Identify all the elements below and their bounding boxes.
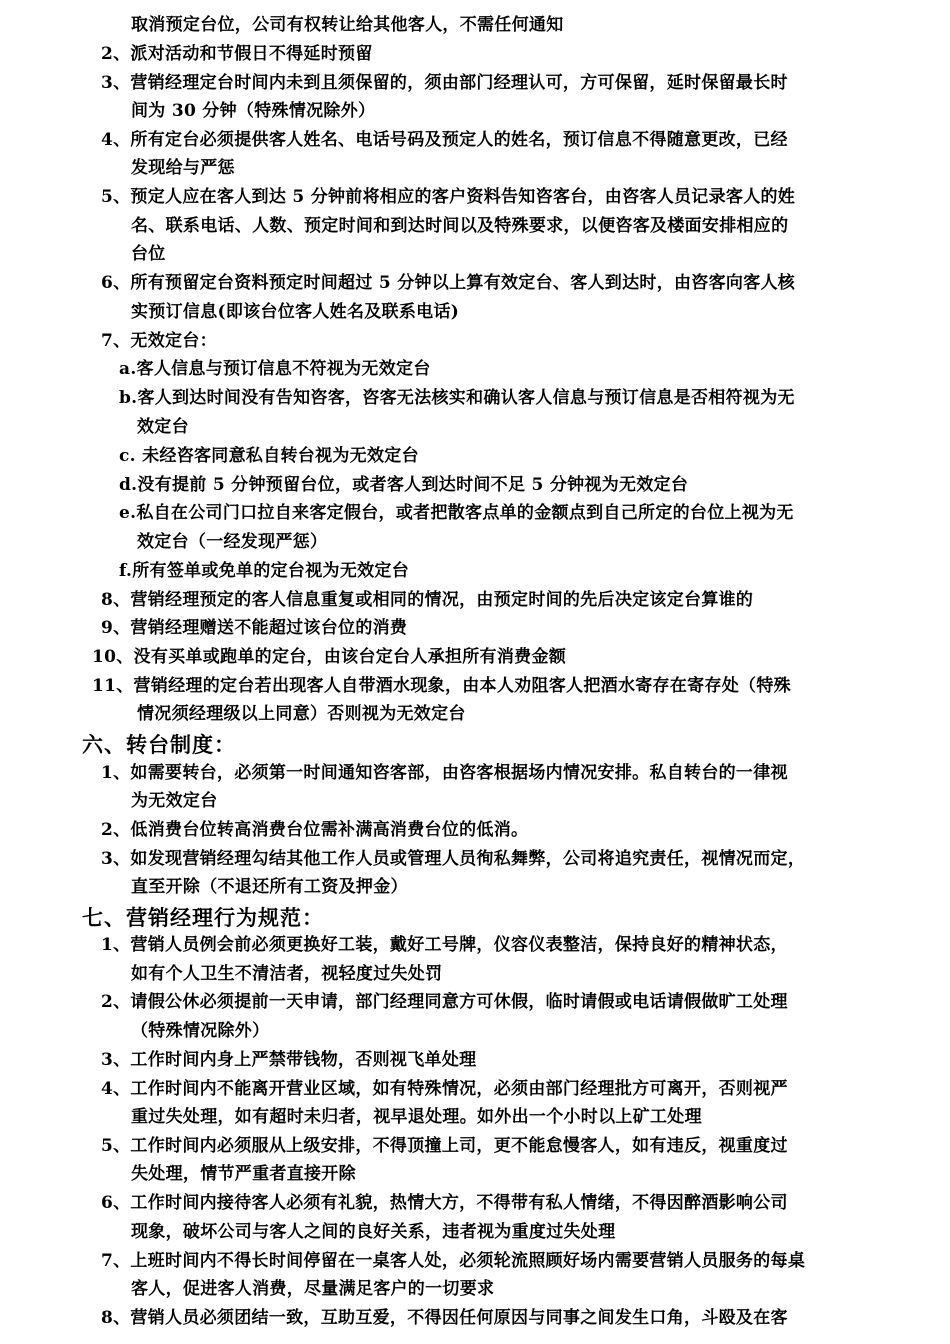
list-item-3-cont: 间为 30 分钟（特殊情况除外）	[131, 101, 376, 121]
conduct-item-3: 3、工作时间内身上严禁带钱物，否则视飞单处理	[101, 1050, 477, 1070]
conduct-item-8: 8、营销人员必须团结一致，互助互爱，不得因任何原因与同事之间发生口角，斗殴及在客	[101, 1308, 788, 1328]
conduct-item-4: 4、工作时间内不能离开营业区域，如有特殊情况，必须由部门经理批方可离开，否则视严	[101, 1079, 788, 1099]
conduct-item-5: 5、工作时间内必须服从上级安排，不得顶撞上司，更不能怠慢客人，如有违反，视重度过	[101, 1136, 788, 1156]
conduct-item-7: 7、上班时间内不得长时间停留在一桌客人处，必须轮流照顾好场内需要营销人员服务的每桌	[101, 1251, 806, 1271]
list-item-5-cont: 名、联系电话、人数、预定时间和到达时间以及特殊要求，以便咨客及楼面安排相应的	[131, 216, 789, 236]
sub-item-e: e.私自在公司门口拉自来客定假台，或者把散客点单的金额点到自己所定的台位上视为无	[119, 503, 794, 523]
sub-item-e-cont: 效定台（一经发现严惩）	[137, 532, 328, 552]
sub-item-b-cont: 效定台	[137, 417, 189, 437]
list-item-11: 11、营销经理的定台若出现客人自带酒水现象，由本人劝阻客人把酒水寄存在寄存处（特殊	[92, 676, 791, 696]
conduct-item-1-cont: 如有个人卫生不清洁者，视轻度过失处罚	[131, 964, 443, 984]
conduct-item-7-cont: 客人，促进客人消费，尽量满足客户的一切要求	[131, 1279, 495, 1299]
list-item-4-cont: 发现给与严惩	[131, 158, 235, 178]
list-item-5: 5、预定人应在客人到达 5 分钟前将相应的客户资料告知咨客台，由咨客人员记录客人的姓	[101, 187, 796, 207]
section-heading-transfer-table: 六、转台制度：	[82, 732, 236, 757]
list-item-3: 3、营销经理定台时间内未到且须保留的，须由部门经理认可，方可保留，延时保留最长时	[101, 73, 788, 93]
sub-item-c: c. 未经咨客同意私自转台视为无效定台	[119, 446, 419, 466]
conduct-item-5-cont: 失处理，情节严重者直接开除	[131, 1164, 356, 1184]
transfer-item-3-cont: 直至开除（不退还所有工资及押金）	[131, 877, 408, 897]
list-item-8: 8、营销经理预定的客人信息重复或相同的情况，由预定时间的先后决定该定台算谁的	[101, 590, 754, 610]
list-item-6-cont: 实预订信息(即该台位客人姓名及联系电话)	[131, 302, 460, 322]
list-item-7: 7、无效定台：	[101, 331, 217, 351]
section-heading-conduct-rules: 七、营销经理行为规范：	[82, 905, 324, 930]
conduct-item-1: 1、营销人员例会前必须更换好工装，戴好工号牌，仪容仪表整洁，保持良好的精神状态，	[101, 935, 788, 955]
list-item-10: 10、没有买单或跑单的定台，由该台定台人承担所有消费金额	[92, 647, 567, 667]
sub-item-d: d.没有提前 5 分钟预留台位，或者客人到达时间不足 5 分钟视为无效定台	[119, 475, 689, 495]
list-item-4: 4、所有定台必须提供客人姓名、电话号码及预定人的姓名，预订信息不得随意更改，已经	[101, 130, 788, 150]
list-item-2: 2、派对活动和节假日不得延时预留	[101, 44, 373, 64]
conduct-item-2-cont: （特殊情况除外）	[131, 1021, 270, 1041]
list-item-6: 6、所有预留定台资料预定时间超过 5 分钟以上算有效定台、客人到达时，由咨客向客人核	[101, 273, 796, 293]
conduct-item-6: 6、工作时间内接待客人必须有礼貌，热情大方，不得带有私人情绪，不得因醉酒影响公司	[101, 1193, 788, 1213]
continued-text-line: 取消预定台位，公司有权转让给其他客人，不需任何通知	[131, 15, 564, 35]
list-item-11-cont: 情况须经理级以上同意）否则视为无效定台	[137, 704, 466, 724]
conduct-item-6-cont: 现象，破坏公司与客人之间的良好关系，违者视为重度过失处理	[131, 1222, 616, 1242]
conduct-item-4-cont: 重过失处理，如有超时未归者，视早退处理。如外出一个小时以上矿工处理	[131, 1107, 702, 1127]
list-item-9: 9、营销经理赠送不能超过该台位的消费	[101, 618, 408, 638]
sub-item-a: a.客人信息与预订信息不符视为无效定台	[119, 359, 431, 379]
list-item-5-cont: 台位	[131, 244, 166, 264]
sub-item-f: f.所有签单或免单的定台视为无效定台	[119, 561, 410, 581]
transfer-item-1-cont: 为无效定台	[131, 791, 218, 811]
transfer-item-1: 1、如需要转台，必须第一时间通知咨客部，由咨客根据场内情况安排。私自转台的一律视	[101, 763, 788, 783]
transfer-item-2: 2、低消费台位转高消费台位需补满高消费台位的低消。	[101, 820, 529, 840]
transfer-item-3: 3、如发现营销经理勾结其他工作人员或管理人员徇私舞弊，公司将追究责任，视情况而定，	[101, 849, 806, 869]
conduct-item-2: 2、请假公休必须提前一天申请，部门经理同意方可休假，临时请假或电话请假做旷工处理	[101, 992, 788, 1012]
sub-item-b: b.客人到达时间没有告知咨客，咨客无法核实和确认客人信息与预订信息是否相符视为无	[119, 388, 795, 408]
